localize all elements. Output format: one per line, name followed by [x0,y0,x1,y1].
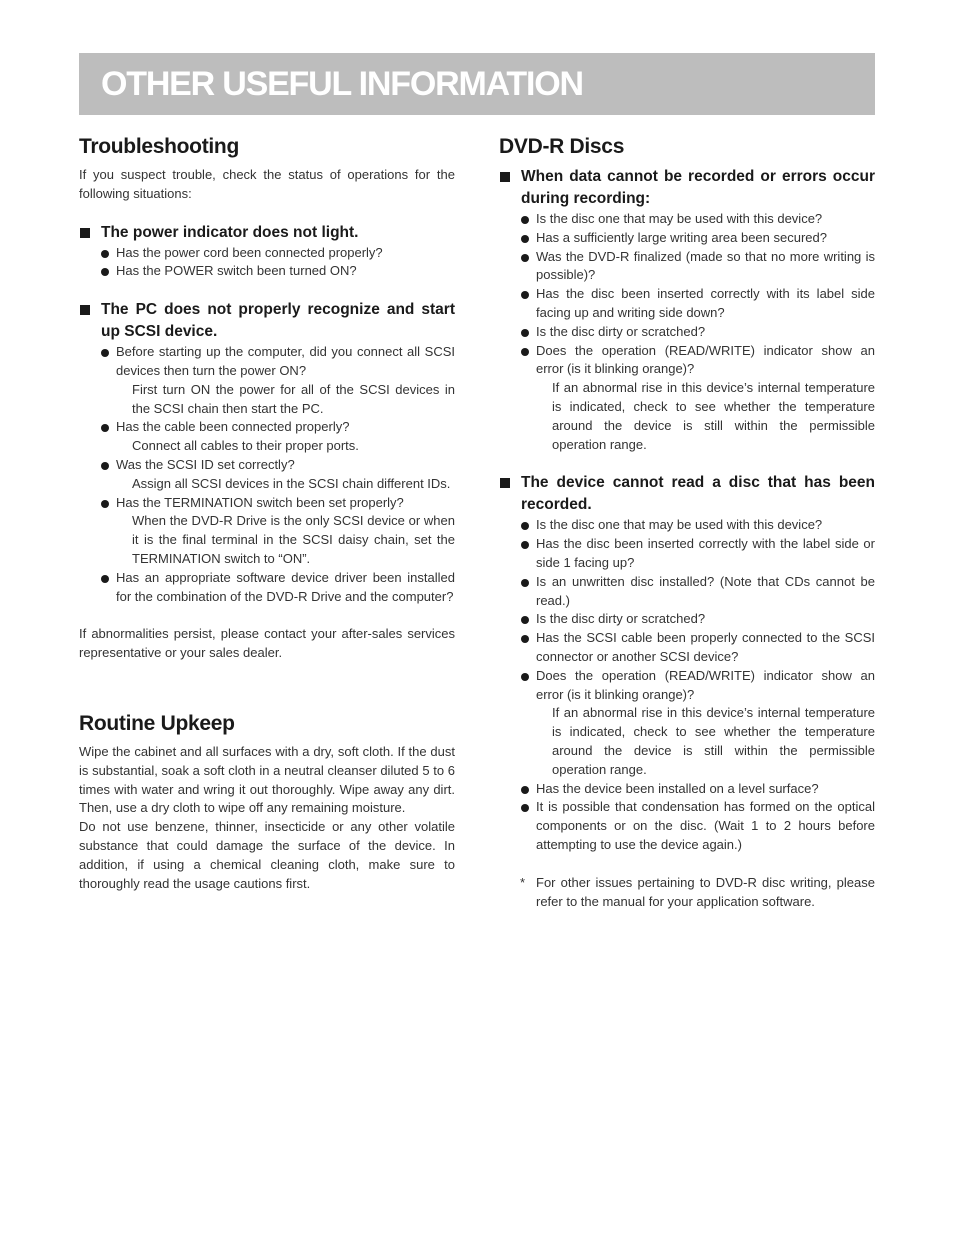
page-title-banner [79,53,875,115]
question-text: Was the SCSI ID set correctly? [116,456,295,472]
bullet-icon [521,348,529,356]
question-text: Has the disc been inserted correctly with the label side or side 1 facing up? [536,536,875,570]
footnote-text: For other issues pertaining to DVD-R disc writing, please refer to the manual for your application software. [536,874,875,909]
list-item [499,780,875,799]
question-text: Is an unwritten disc installed? (Note that CDs cannot be read.) [536,573,875,608]
bullet-icon [101,575,109,583]
square-bullet-icon [500,172,510,182]
list-item [499,535,875,573]
list-item [79,569,455,607]
square-bullet-icon [80,228,90,238]
bullet-list [79,244,455,282]
troubleshooting-intro: If you suspect trouble, check the status of operations for the following situations: [79,167,455,201]
subsection-title: When data cannot be recorded or errors occur during recording: [521,168,875,207]
list-item [79,262,455,281]
bullet-icon [521,541,529,549]
troubleshooting-closing: If abnormalities persist, please contact your after-sales services representative or your sales dealer. [79,626,455,661]
bullet-icon [521,235,529,243]
list-item [499,798,875,854]
troubleshooting-heading: Troubleshooting [79,135,239,158]
bullet-icon [521,673,529,681]
question-text: Is the disc dirty or scratched? [536,611,706,627]
question-text: Has an appropriate software device driver been installed for the combination of the DVD-R Drive and the computer? [116,569,455,604]
bullet-icon [101,424,109,432]
bullet-icon [101,349,109,357]
question-text: Does the operation (READ/WRITE) indicator show an error (is it blinking orange)? [536,667,875,702]
footnote [499,874,875,912]
bullet-list [499,210,875,454]
list-item [499,516,875,535]
bullet-icon [521,291,529,299]
bullet-icon [521,579,529,587]
bullet-icon [521,635,529,643]
list-item [499,229,875,248]
list-item [499,573,875,611]
subsection-title: The PC does not properly recognize and start up SCSI device. [101,301,455,341]
upkeep-heading: Routine Upkeep [79,711,235,735]
upkeep-paragraph: Do not use benzene, thinner, insecticide or any other volatile substance that could damage the surface of the device. In addition, if using a chemical cleaning cloth, make sure to thoroughly read the usage cautions first. [79,819,455,891]
question-text: It is possible that condensation has formed on the optical components or on the disc. (Wait 1 to 2 hours before attempting to use the device again.) [536,799,875,852]
bullet-list [499,516,875,854]
subsection-title: The power indicator does not light. [101,223,359,241]
question-text: Has the disc been inserted correctly with its label side facing up and writing side down? [536,286,875,320]
question-text: Has a sufficiently large writing area been secured? [536,229,827,245]
question-text: Has the SCSI cable been properly connected to the SCSI connector or another SCSI device? [536,630,875,664]
bullet-icon [521,804,529,812]
square-bullet-icon [500,478,510,488]
answer-text: First turn ON the power for all of the SCSI devices in the SCSI chain then start the PC. [132,381,455,416]
question-text: Has the TERMINATION switch been set properly? [116,494,404,510]
list-item [499,629,875,667]
question-text: Before starting up the computer, did you connect all SCSI devices then turn the power ON? [116,344,455,378]
list-item [79,343,455,418]
bullet-list [79,343,455,606]
question-text: Is the disc one that may be used with this device? [536,517,823,533]
bullet-icon [521,616,529,624]
list-item [79,494,455,569]
left-column [79,128,455,893]
list-item [79,418,455,456]
list-item [499,610,875,629]
list-item [79,244,455,263]
upkeep-paragraph: Wipe the cabinet and all surfaces with a dry, soft cloth. If the dust is substantial, soak a soft cloth in a neutral cleanser diluted 5 to 6 times with water and wring it out thoroughly. Wipe away any dirt. Then, use a dry cloth to wipe off any remaining moisture. [79,743,455,816]
question-text: Is the disc one that may be used with this device? [536,211,823,226]
subsection-power-indicator [79,222,455,244]
bullet-icon [521,786,529,794]
subsection-recording-errors [499,166,875,210]
list-item [499,285,875,323]
answer-text: Connect all cables to their proper ports. [132,438,359,454]
subsection-scsi-recognition [79,299,455,343]
bullet-icon [521,216,529,224]
dvdr-heading: DVD-R Discs [499,135,625,158]
list-item [499,210,875,229]
answer-text: If an abnormal rise in this device’s internal temperature is indicated, check to see whether the temperature around the device is still within the permissible operation range. [552,380,875,452]
subsection-title: The device cannot read a disc that has been recorded. [521,474,875,514]
bullet-icon [101,462,109,470]
answer-text: If an abnormal rise in this device’s internal temperature is indicated, check to see whether the temperature around the device is still within the permissible operation range. [552,705,875,777]
bullet-icon [521,522,529,530]
square-bullet-icon [80,305,90,315]
answer-text: Assign all SCSI devices in the SCSI chain different IDs. [132,475,451,491]
list-item [79,456,455,494]
subsection-cannot-read [499,472,875,516]
bullet-icon [101,500,109,508]
right-column [499,128,875,911]
answer-text: When the DVD-R Drive is the only SCSI device or when it is the final terminal in the SCSI daisy chain, set the TERMINATION switch to “ON”. [132,513,455,566]
question-text: Does the operation (READ/WRITE) indicator show an error (is it blinking orange)? [536,342,875,377]
question-text: Has the power cord been connected properly? [116,244,383,260]
question-text: Was the DVD-R finalized (made so that no more writing is possible)? [536,248,875,283]
bullet-icon [521,254,529,262]
asterisk-mark: * [520,874,526,890]
question-text: Is the disc dirty or scratched? [536,323,706,339]
list-item [499,323,875,342]
question-text: Has the cable been connected properly? [116,419,350,435]
question-text: Has the POWER switch been turned ON? [116,263,357,279]
bullet-icon [101,268,109,276]
question-text: Has the device been installed on a level surface? [536,780,819,796]
bullet-icon [101,250,109,258]
list-item [499,248,875,286]
bullet-icon [521,329,529,337]
page-title: OTHER USEFUL INFORMATION [101,65,583,103]
list-item [499,342,875,455]
list-item [499,667,875,780]
